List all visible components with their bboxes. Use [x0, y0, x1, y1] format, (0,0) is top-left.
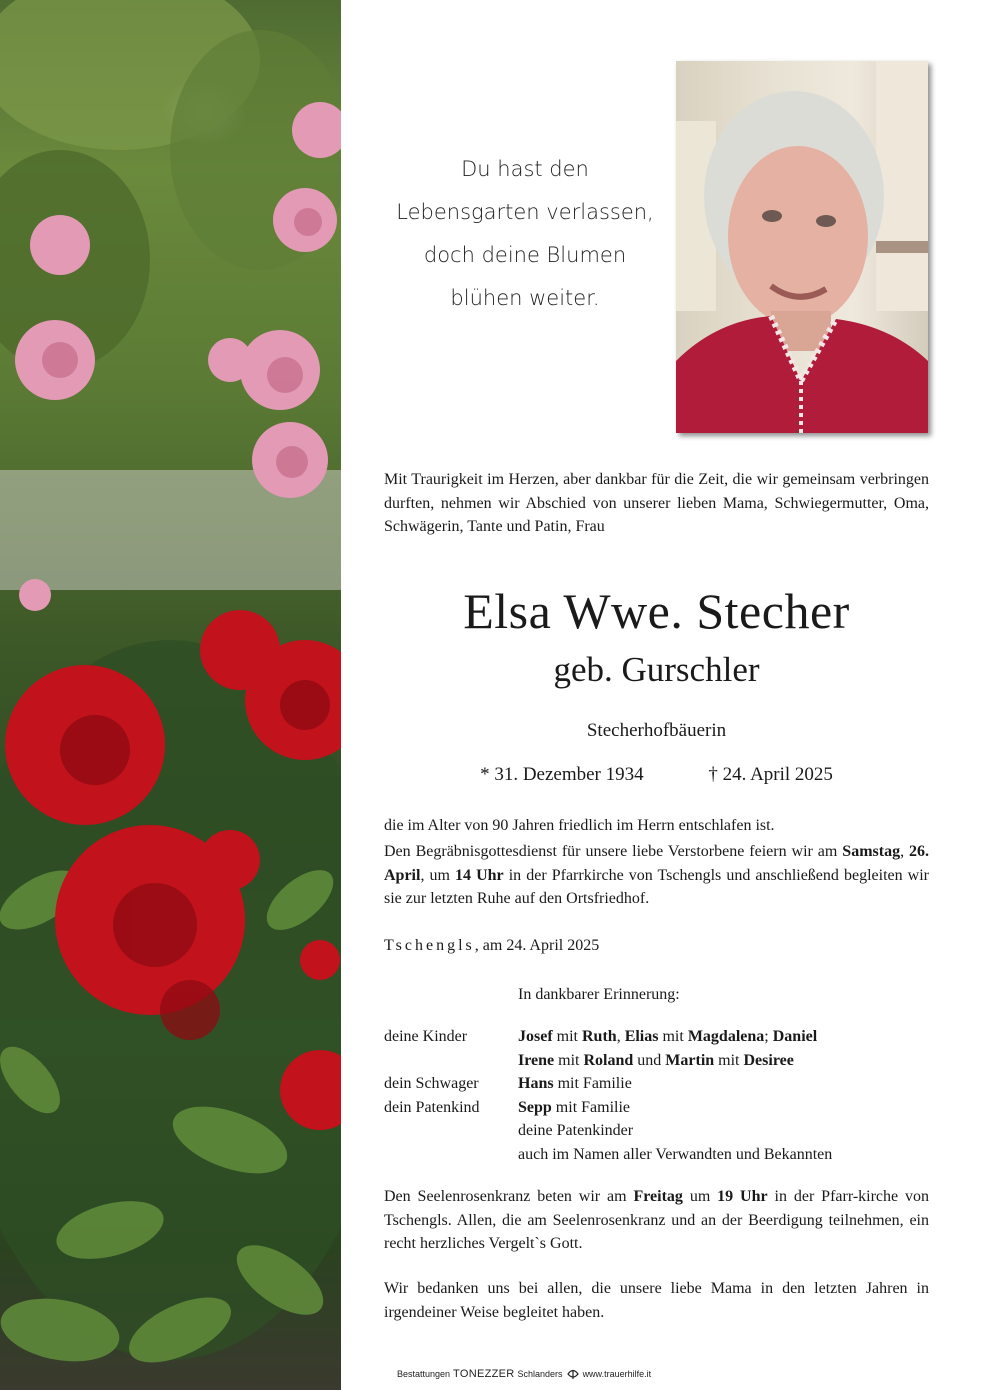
child-name: Martin: [665, 1051, 715, 1069]
roses-illustration: [0, 0, 341, 1390]
mourners-list: [384, 1025, 929, 1166]
service-post: in der Pfarrkirche von Tschengls und anschließend begleiten wir sie zur letzten Ruhe auf den Ortsfriedhof.: [384, 866, 930, 907]
service-sep: ,: [900, 843, 905, 860]
deceased-name: Elsa Wwe. Stecher: [463, 583, 850, 639]
family-suffix: mit Familie: [551, 1098, 631, 1116]
child-name: Irene: [518, 1051, 555, 1069]
godchild-name: Sepp: [518, 1098, 552, 1116]
motto-line: Lebensgarten verlassen,: [396, 200, 654, 224]
place-town: Tschengls: [384, 937, 475, 954]
godchild: [518, 1096, 929, 1120]
mourner-row-brother-in-law: [384, 1072, 929, 1096]
partner-name: Magdalena: [687, 1028, 765, 1045]
service-time: 14 Uhr: [455, 866, 504, 884]
conj: mit: [658, 1028, 688, 1045]
brother-in-law: [518, 1072, 929, 1096]
sep: und: [633, 1051, 666, 1069]
rosary-day: Freitag: [633, 1188, 683, 1205]
conj: mit: [552, 1028, 582, 1045]
memorial-motto: [380, 148, 670, 320]
relation-label: dein Schwager: [384, 1075, 479, 1092]
relation-spacer: [384, 1119, 518, 1143]
occupation: Stecherhofbäuerin: [586, 720, 727, 741]
place-date: [384, 934, 599, 957]
partner-name: Desiree: [743, 1051, 794, 1069]
memory-heading: In dankbarer Erinnerung:: [518, 986, 680, 1003]
children-names: [518, 1025, 929, 1072]
child-name: Elias: [624, 1028, 659, 1045]
motto-line: Du hast den: [461, 157, 589, 181]
relation-label: dein Patenkind: [384, 1098, 480, 1116]
child-name: Josef: [518, 1028, 553, 1045]
thanks-text: Wir bedanken uns bei allen, die unsere liebe Mama in den letzten Jahren in irgendeiner Weise begleitet haben.: [384, 1280, 929, 1321]
service-day: Samstag: [842, 843, 901, 860]
rosary-mid: um: [689, 1188, 711, 1205]
conj: mit: [714, 1051, 744, 1069]
motto-line: blühen weiter.: [450, 286, 600, 310]
service-mid: , um: [420, 866, 450, 884]
mourner-row-relatives: [384, 1143, 929, 1167]
sep: ;: [764, 1028, 773, 1045]
footer-url[interactable]: www.trauerhilfe.it: [582, 1369, 652, 1379]
intro-text: Mit Traurigkeit im Herzen, aber dankbar für die Zeit, die wir gemeinsam verbringen durften, nehmen wir Abschied von unserer lieben Mama, Schwiegermutter, Oma, Schwägerin, Tante und Patin, Frau: [384, 471, 929, 535]
funeral-service-text: [384, 840, 929, 911]
place-date-text: , am 24. April 2025: [474, 937, 600, 954]
portrait-illustration: [676, 61, 928, 433]
mourner-row-godchild: [384, 1096, 929, 1120]
relation-label: deine Kinder: [384, 1028, 468, 1045]
portrait-photo: [676, 61, 928, 433]
rosary-time: 19 Uhr: [717, 1188, 768, 1205]
service-pre: Den Begräbnisgottesdienst für unsere liebe Verstorbene feiern wir am: [384, 843, 838, 860]
rosary-text: [384, 1185, 929, 1256]
brother-in-law-name: Hans: [518, 1075, 554, 1092]
rosary-post: in der Pfarr-kirche von Tschengls. Allen, die am Seelenrosenkranz und an der Beerdigung teilnehmen, ein recht herzliches Vergelt`s Gott.: [384, 1188, 930, 1252]
footer: [397, 1368, 651, 1380]
godchildren: deine Patenkinder: [518, 1122, 634, 1139]
partner-name: Ruth: [582, 1028, 617, 1045]
mourner-row-godchildren: [384, 1119, 929, 1143]
motto-line: doch deine Blumen: [423, 243, 627, 267]
roses-photo: [0, 0, 341, 1390]
rosary-pre: Den Seelenrosenkranz beten wir am: [384, 1188, 627, 1205]
maiden-name: geb. Gurschler: [553, 650, 760, 689]
footer-brand: TONEZZER: [453, 1368, 515, 1380]
service-date: 26. April: [384, 843, 930, 884]
sep: ,: [616, 1028, 625, 1045]
partner-name: Roland: [583, 1051, 634, 1069]
death-date: † 24. April 2025: [708, 764, 833, 785]
child-name: Daniel: [772, 1028, 818, 1045]
birth-date: * 31. Dezember 1934: [480, 764, 644, 785]
family-suffix: mit Familie: [553, 1075, 632, 1092]
relatives: auch im Namen aller Verwandten und Bekannten: [518, 1145, 833, 1163]
footer-town: Schlanders: [517, 1369, 563, 1379]
relation-spacer: [384, 1143, 518, 1167]
footer-prefix: Bestattungen: [397, 1369, 451, 1379]
passed-text: die im Alter von 90 Jahren friedlich im Herrn entschlafen ist.: [384, 817, 775, 834]
life-dates: [384, 762, 929, 788]
conj: mit: [554, 1051, 584, 1069]
mourner-row-children: [384, 1025, 929, 1072]
trauerhilfe-logo-icon: [566, 1368, 580, 1380]
